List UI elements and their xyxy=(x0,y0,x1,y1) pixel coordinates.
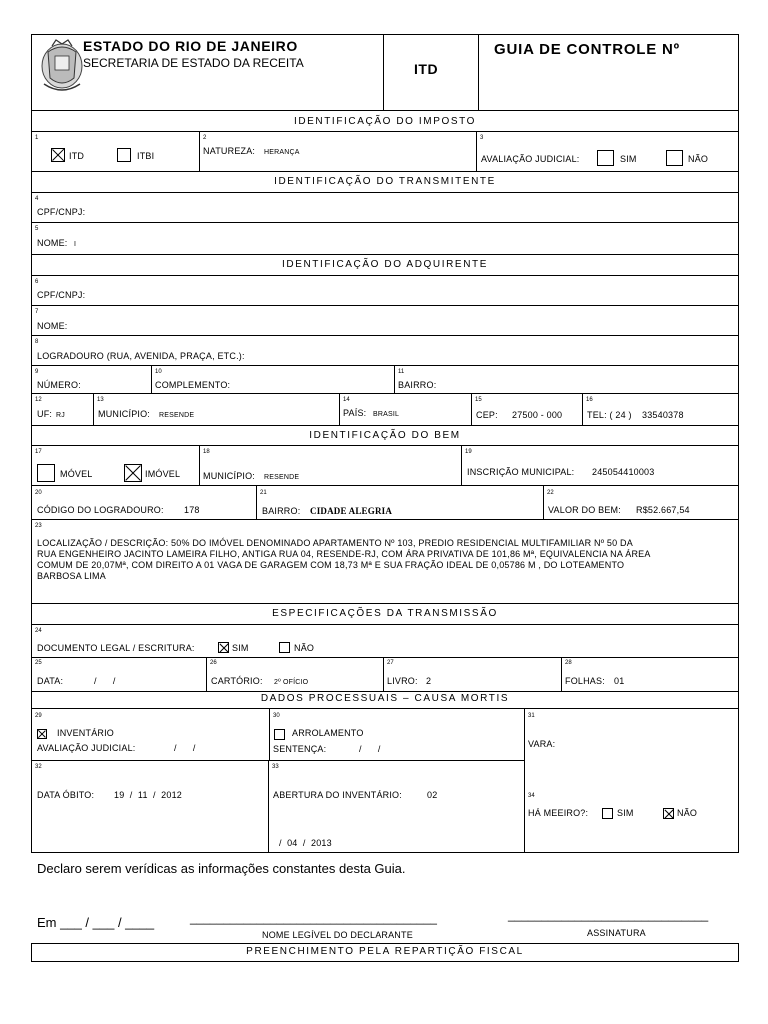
field-number: 22 xyxy=(547,490,554,496)
divider xyxy=(31,393,739,394)
field-number: 10 xyxy=(155,369,162,375)
meeiro-label: HÁ MEEIRO?: xyxy=(528,808,589,818)
meeiro-sim-checkbox[interactable] xyxy=(602,808,613,819)
divider xyxy=(31,603,739,604)
field-number: 21 xyxy=(260,490,267,496)
natureza-label: NATUREZA: xyxy=(203,146,256,156)
valor-bem-label: VALOR DO BEM: xyxy=(548,505,621,515)
tax-code: ITD xyxy=(414,61,439,77)
adquirente-municipio-label: MUNICÍPIO: xyxy=(98,409,151,419)
divider xyxy=(31,425,739,426)
uf-value: RJ xyxy=(56,412,65,419)
folhas-label: FOLHAS: xyxy=(565,676,605,686)
field-number: 12 xyxy=(35,397,42,403)
divider xyxy=(582,393,583,425)
divider xyxy=(199,445,200,485)
divider xyxy=(31,275,739,276)
documento-nao-label: NÃO xyxy=(294,643,315,653)
section-title-bem: IDENTIFICAÇÃO DO BEM xyxy=(309,430,461,441)
meeiro-sim-label: SIM xyxy=(617,808,634,818)
localizacao-line-4: BARBOSA LIMA xyxy=(37,571,106,581)
valor-bem-value: R$52.667,54 xyxy=(636,505,690,515)
section-title-imposto: IDENTIFICAÇÃO DO IMPOSTO xyxy=(293,116,477,127)
divider xyxy=(199,131,200,171)
divider xyxy=(31,445,739,446)
field-number: 2 xyxy=(203,135,207,141)
field-number: 26 xyxy=(210,660,217,666)
divider xyxy=(31,708,739,709)
avaliacao-sim-label: SIM xyxy=(620,154,637,164)
field-number: 16 xyxy=(586,397,593,403)
abertura-label: ABERTURA DO INVENTÁRIO: xyxy=(273,790,402,800)
section-title-reparticao: PREENCHIMENTO PELA REPARTIÇÃO FISCAL xyxy=(246,946,524,957)
divider xyxy=(524,708,525,853)
declaration-text: Declaro serem verídicas as informações constantes desta Guia. xyxy=(37,861,406,876)
divider xyxy=(31,624,739,625)
inscricao-label: INSCRIÇÃO MUNICIPAL: xyxy=(467,467,575,477)
field-number: 29 xyxy=(35,713,42,719)
localizacao-line-1: LOCALIZAÇÃO / DESCRIÇÃO: 50% DO IMÓVEL DENOMINADO APARTAMENTO Nº 103, PREDIO RESIDENCIAL MULTIFAMILIAR Nº 50 DA xyxy=(37,538,633,548)
rio-coat-of-arms-icon xyxy=(38,38,86,94)
divider xyxy=(476,131,477,171)
avaliacao-judicial-label: AVALIAÇÃO JUDICIAL: xyxy=(481,154,580,164)
numero-label: NÚMERO: xyxy=(37,380,81,390)
name-signature-line: _____________________________________ xyxy=(190,911,437,925)
bairro-label: BAIRRO: xyxy=(398,380,437,390)
field-number: 30 xyxy=(273,713,280,719)
divider xyxy=(561,657,562,691)
field-number: 28 xyxy=(565,660,572,666)
divider xyxy=(256,485,257,519)
transmitente-nome-value: I xyxy=(74,241,77,248)
imovel-checkbox[interactable] xyxy=(124,464,142,482)
field-number: 9 xyxy=(35,369,39,375)
field-number: 4 xyxy=(35,196,39,202)
assinatura-label: ASSINATURA xyxy=(587,928,646,938)
divider xyxy=(31,171,739,172)
divider xyxy=(31,192,739,193)
avaliacao-sim-checkbox[interactable] xyxy=(597,150,614,166)
divider xyxy=(269,708,270,760)
localizacao-line-3: COMUM DE 20,07Mª, COM DIREITO A 01 VAGA DE GARAGEM COM 18,73 Mª E SUA FRAÇÃO IDEAL DE 0,05786 M , DO LOTEAMENTO xyxy=(37,560,625,570)
pais-label: PAÍS: xyxy=(343,408,367,418)
inventario-label: INVENTÁRIO xyxy=(57,728,115,738)
field-number: 20 xyxy=(35,490,42,496)
cep-value: 27500 - 000 xyxy=(512,410,563,420)
field-number: 17 xyxy=(35,449,42,455)
itbi-label: ITBI xyxy=(137,151,155,161)
signature-line: ______________________________ xyxy=(508,908,709,922)
documento-sim-checkbox[interactable] xyxy=(218,642,229,653)
divider xyxy=(31,110,739,111)
section-title-transmissao: ESPECIFICAÇÕES DA TRANSMISSÃO xyxy=(272,608,498,619)
sentenca-label: SENTENÇA: xyxy=(273,744,327,754)
cep-label: CEP: xyxy=(476,410,498,420)
avaliacao-nao-checkbox[interactable] xyxy=(666,150,683,166)
inscricao-value: 245054410003 xyxy=(592,467,655,477)
divider xyxy=(31,691,739,692)
adquirente-cpf-label: CPF/CNPJ: xyxy=(37,290,86,300)
adquirente-municipio-value: RESENDE xyxy=(159,412,195,419)
section-title-adquirente: IDENTIFICAÇÃO DO ADQUIRENTE xyxy=(282,259,488,270)
field-number: 24 xyxy=(35,628,42,634)
divider xyxy=(31,305,739,306)
divider xyxy=(471,393,472,425)
field-number: 23 xyxy=(35,523,42,529)
field-number: 6 xyxy=(35,279,39,285)
bem-municipio-label: MUNICÍPIO: xyxy=(203,471,256,481)
divider xyxy=(151,365,152,393)
obito-label: DATA ÓBITO: xyxy=(37,790,95,800)
bem-bairro-value: CIDADE ALEGRIA xyxy=(310,506,393,516)
field-number: 15 xyxy=(475,397,482,403)
field-number: 3 xyxy=(480,135,484,141)
field-number: 31 xyxy=(528,713,535,719)
documento-sim-label: SIM xyxy=(232,643,249,653)
documento-nao-checkbox[interactable] xyxy=(279,642,290,653)
arrolamento-label: ARROLAMENTO xyxy=(292,728,364,738)
localizacao-line-2: RUA ENGENHEIRO JACINTO LAMEIRA FILHO, ANTIGA RUA 04, RESENDE-RJ, COM ÁRA PRIVATIVA DE 101,86 Mª, EQUIVALENCIA NA ÁREA xyxy=(37,549,651,559)
divider xyxy=(31,254,739,255)
field-number: 11 xyxy=(398,369,405,375)
field-number: 7 xyxy=(35,309,39,315)
divider xyxy=(31,131,739,132)
bem-bairro-label: BAIRRO: xyxy=(262,506,301,516)
field-number: 25 xyxy=(35,660,42,666)
field-number: 14 xyxy=(343,397,350,403)
abertura-value: 02 xyxy=(427,790,438,800)
divider xyxy=(31,365,739,366)
livro-label: LIVRO: xyxy=(387,676,418,686)
cartorio-label: CARTÓRIO: xyxy=(211,676,263,686)
nome-declarante-label: NOME LEGÍVEL DO DECLARANTE xyxy=(262,930,413,940)
state-name: ESTADO DO RIO DE JANEIRO xyxy=(83,38,298,54)
proc-avaliacao-value: / / xyxy=(174,743,196,753)
divider xyxy=(31,485,739,486)
movel-label: MÓVEL xyxy=(60,469,93,479)
logradouro-label: LOGRADOURO (RUA, AVENIDA, PRAÇA, ETC.): xyxy=(37,351,245,361)
header-divider xyxy=(478,34,479,110)
inventario-checkbox[interactable] xyxy=(37,729,47,739)
obito-value: 19 / 11 / 2012 xyxy=(114,790,182,800)
control-title: GUIA DE CONTROLE Nº xyxy=(494,41,680,58)
field-number: 32 xyxy=(35,764,42,770)
divider xyxy=(93,393,94,425)
itd-label: ITD xyxy=(69,151,85,161)
transmitente-nome-label: NOME: xyxy=(37,238,68,248)
field-number: 27 xyxy=(387,660,394,666)
codigo-logradouro-label: CÓDIGO DO LOGRADOURO: xyxy=(37,505,164,515)
vara-label: VARA: xyxy=(528,739,556,749)
uf-label: UF: xyxy=(37,409,53,419)
divider xyxy=(543,485,544,519)
divider xyxy=(394,365,395,393)
meeiro-nao-checkbox[interactable] xyxy=(663,808,674,819)
divider xyxy=(268,760,269,853)
bem-municipio-value: RESENDE xyxy=(264,474,300,481)
transmissao-data-value: / / xyxy=(94,676,116,686)
livro-value: 2 xyxy=(426,676,432,686)
adquirente-nome-label: NOME: xyxy=(37,321,68,331)
divider xyxy=(383,657,384,691)
codigo-logradouro-value: 178 xyxy=(184,505,200,515)
itd-checkbox[interactable] xyxy=(51,148,65,162)
transmissao-data-label: DATA: xyxy=(37,676,64,686)
itbi-checkbox[interactable] xyxy=(117,148,131,162)
imovel-label: IMÓVEL xyxy=(145,469,181,479)
cartorio-value: 2º OFÍCIO xyxy=(274,679,309,686)
field-number: 18 xyxy=(203,449,210,455)
tel-label: TEL: ( 24 ) xyxy=(587,410,632,420)
arrolamento-checkbox[interactable] xyxy=(274,729,285,740)
divider xyxy=(206,657,207,691)
date-line: Em ___ / ___ / ____ xyxy=(37,915,155,930)
header-divider xyxy=(383,34,384,110)
tel-value: 33540378 xyxy=(642,410,684,420)
natureza-value: HERANÇA xyxy=(264,149,300,156)
divider xyxy=(31,760,524,761)
divider xyxy=(461,445,462,485)
pais-value: BRASIL xyxy=(373,411,400,418)
complemento-label: COMPLEMENTO: xyxy=(155,380,231,390)
divider xyxy=(31,335,739,336)
folhas-value: 01 xyxy=(614,676,625,686)
avaliacao-nao-label: NÃO xyxy=(688,154,709,164)
abertura-value-date: / 04 / 2013 xyxy=(279,838,332,848)
field-number: 8 xyxy=(35,339,39,345)
divider xyxy=(31,222,739,223)
field-number: 13 xyxy=(97,397,104,403)
sentenca-value: / / xyxy=(359,744,381,754)
field-number: 34 xyxy=(528,793,535,799)
divider xyxy=(31,519,739,520)
section-title-processuais: DADOS PROCESSUAIS – CAUSA MORTIS xyxy=(260,693,510,704)
proc-avaliacao-label: AVALIAÇÃO JUDICIAL: xyxy=(37,743,136,753)
transmitente-cpf-label: CPF/CNPJ: xyxy=(37,207,86,217)
secretariat-name: SECRETARIA DE ESTADO DA RECEITA xyxy=(83,56,304,70)
section-title-transmitente: IDENTIFICAÇÃO DO TRANSMITENTE xyxy=(274,176,496,187)
divider xyxy=(31,657,739,658)
field-number: 19 xyxy=(465,449,472,455)
field-number: 33 xyxy=(272,764,279,770)
field-number: 5 xyxy=(35,226,39,232)
movel-checkbox[interactable] xyxy=(37,464,55,482)
documento-legal-label: DOCUMENTO LEGAL / ESCRITURA: xyxy=(37,643,195,653)
field-number: 1 xyxy=(35,135,39,141)
divider xyxy=(339,393,340,425)
meeiro-nao-label: NÃO xyxy=(677,808,698,818)
